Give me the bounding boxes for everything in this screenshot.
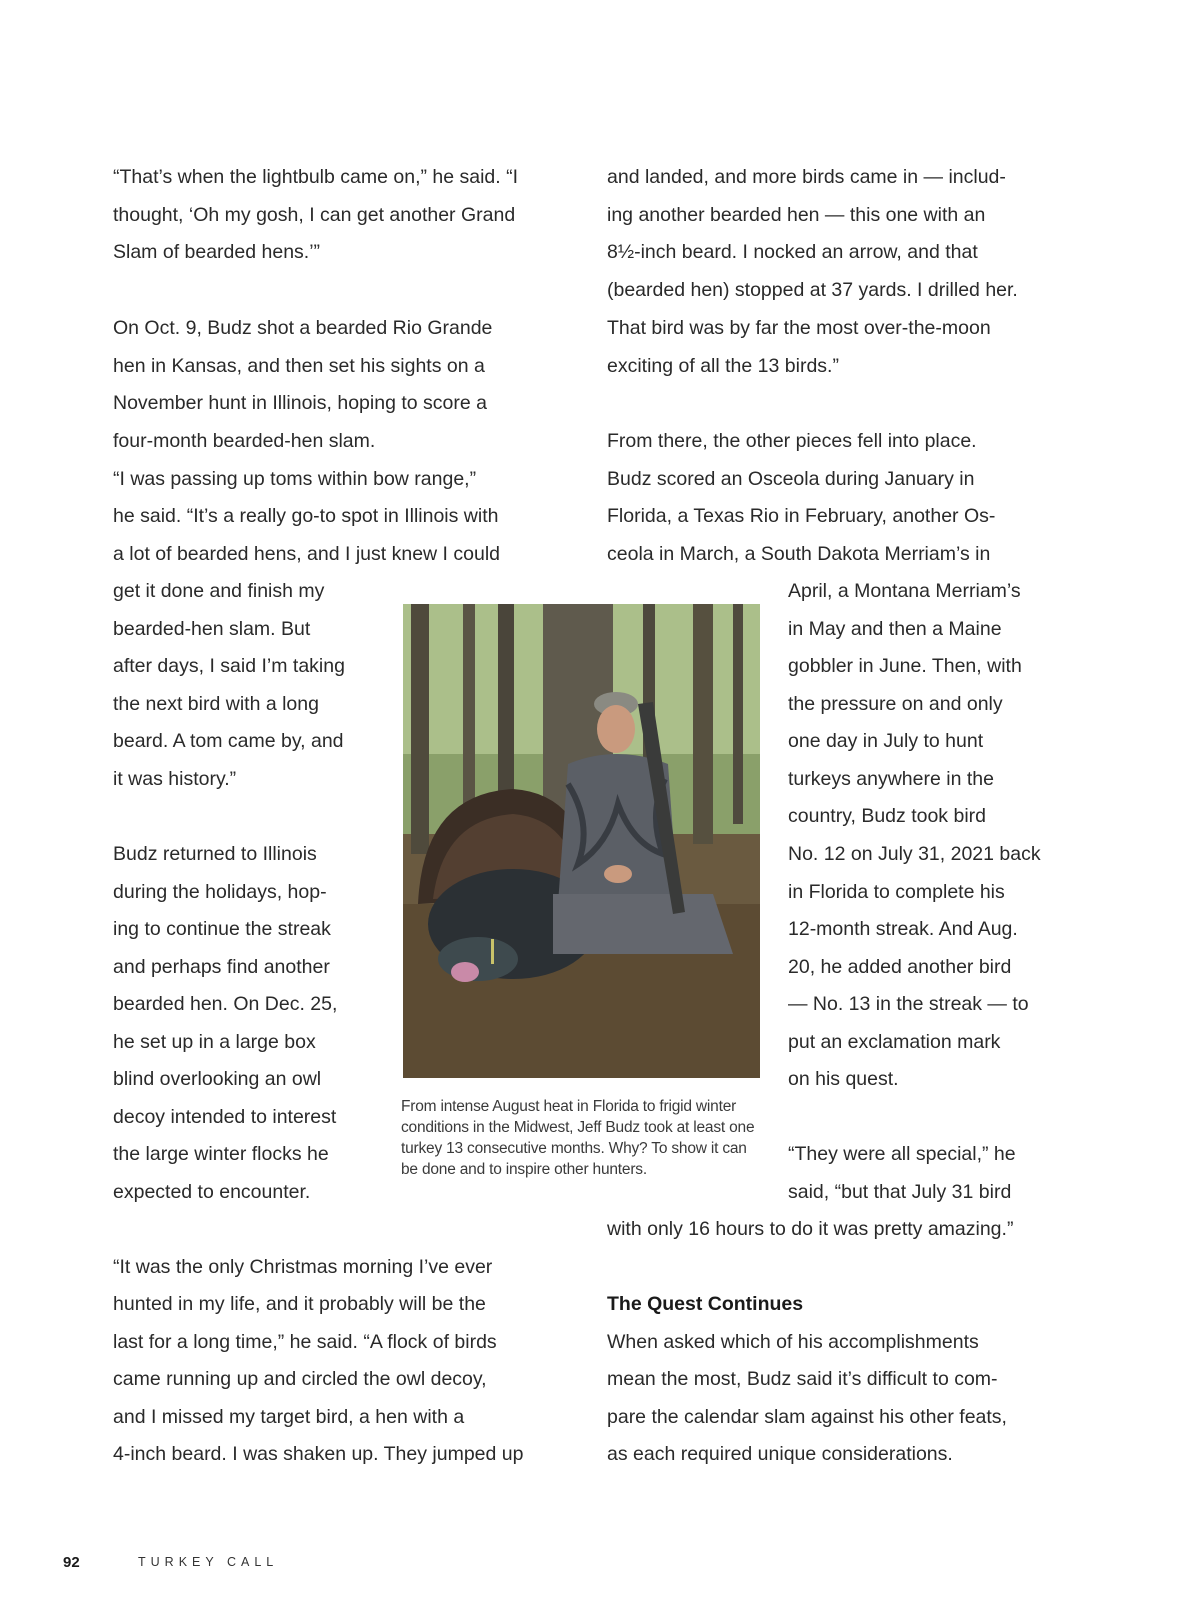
magazine-name: TURKEY CALL xyxy=(138,1555,279,1569)
left-body-text-line: Slam of bearded hens.’” xyxy=(113,241,321,263)
left-body-text-line: bearded-hen slam. But xyxy=(113,618,311,640)
left-body-text-line: last for a long time,” he said. “A flock of birds xyxy=(113,1331,497,1353)
hunter-camo-pants xyxy=(553,894,733,954)
right-body-text-line: — No. 13 in the streak — to xyxy=(788,993,1029,1015)
turkey-head xyxy=(451,962,479,982)
right-body-text-line: country, Budz took bird xyxy=(788,805,986,827)
hunter-with-turkey-photo xyxy=(403,604,760,1078)
left-body-text-line: “I was passing up toms within bow range,” xyxy=(113,468,477,490)
right-body-text-line: one day in July to hunt xyxy=(788,730,984,752)
right-body-text-line: on his quest. xyxy=(788,1068,899,1090)
right-body-text-line: 20, he added another bird xyxy=(788,956,1012,978)
right-body-text-line: 8½-inch beard. I nocked an arrow, and that xyxy=(607,241,978,263)
right-body-text-line: gobbler in June. Then, with xyxy=(788,655,1022,677)
left-body-text-line: came running up and circled the owl decoy, xyxy=(113,1368,487,1390)
right-body-text-line: the pressure on and only xyxy=(788,693,1003,715)
left-body-text-line: he said. “It’s a really go-to spot in Illinois with xyxy=(113,505,499,527)
left-body-text-line: and I missed my target bird, a hen with a xyxy=(113,1406,465,1428)
right-body-text-line: exciting of all the 13 birds.” xyxy=(607,355,839,377)
left-body-text-line: blind overlooking an owl xyxy=(113,1068,322,1090)
right-body-text-line: mean the most, Budz said it’s difficult to com- xyxy=(607,1368,998,1390)
left-body-text-line: four-month bearded-hen slam. xyxy=(113,430,376,452)
left-body-text-line: hen in Kansas, and then set his sights on a xyxy=(113,355,485,377)
hunter-hand xyxy=(604,865,632,883)
left-body-text-line: thought, ‘Oh my gosh, I can get another Grand xyxy=(113,204,516,226)
right-body-text-line: and landed, and more birds came in — includ- xyxy=(607,166,1006,188)
turkey-beard xyxy=(491,939,494,964)
right-body-text-line: turkeys anywhere in the xyxy=(788,768,994,790)
right-body-text-line: in Florida to complete his xyxy=(788,881,1005,903)
left-body-text-line: during the holidays, hop- xyxy=(113,881,327,903)
hunter-face xyxy=(597,705,635,753)
right-body-text-line: No. 12 on July 31, 2021 back xyxy=(788,843,1041,865)
left-body-text-line: beard. A tom came by, and xyxy=(113,730,344,752)
tree-trunk xyxy=(411,604,429,854)
right-body-text-line: “They were all special,” he xyxy=(788,1143,1016,1165)
left-body-text-line: he set up in a large box xyxy=(113,1031,316,1053)
left-body-text-line: get it done and finish my xyxy=(113,580,325,602)
page-number: 92 xyxy=(63,1554,80,1571)
left-body-text-line: expected to encounter. xyxy=(113,1181,311,1203)
right-body-text-line: Budz scored an Osceola during January in xyxy=(607,468,975,490)
left-body-text-line: the next bird with a long xyxy=(113,693,319,715)
left-body-text-line: “It was the only Christmas morning I’ve ever xyxy=(113,1256,493,1278)
left-body-text-line: and perhaps find another xyxy=(113,956,330,978)
right-body-text-line: From there, the other pieces fell into place. xyxy=(607,430,977,452)
right-body-text-line: Florida, a Texas Rio in February, another Os- xyxy=(607,505,996,527)
right-body-text-line: pare the calendar slam against his other feats, xyxy=(607,1406,1007,1428)
section-heading: The Quest Continues xyxy=(607,1293,804,1315)
right-body-text-line: (bearded hen) stopped at 37 yards. I drilled her. xyxy=(607,279,1018,301)
photo-caption: From intense August heat in Florida to frigid winter conditions in the Midwest, Jeff Budz took at least one turkey 13 consecutive months. Why? To show it can be done and to inspire other hunters. xyxy=(401,1098,755,1178)
right-body-text-line: put an exclamation mark xyxy=(788,1031,1001,1053)
left-body-text-line: On Oct. 9, Budz shot a bearded Rio Grande xyxy=(113,317,493,339)
left-body-text-line: ing to continue the streak xyxy=(113,918,331,940)
right-body-text-line: in May and then a Maine xyxy=(788,618,1002,640)
left-body-text-line: bearded hen. On Dec. 25, xyxy=(113,993,338,1015)
right-body-text-line: When asked which of his accomplishments xyxy=(607,1331,979,1353)
left-body-text-line: decoy intended to interest xyxy=(113,1106,337,1128)
right-body-text-line: That bird was by far the most over-the-moon xyxy=(607,317,991,339)
right-body-text-line: ceola in March, a South Dakota Merriam’s in xyxy=(607,543,991,565)
right-body-text-line: with only 16 hours to do it was pretty amazing.” xyxy=(607,1218,1014,1240)
left-body-text-line: Budz returned to Illinois xyxy=(113,843,317,865)
right-body-text-line: 12-month streak. And Aug. xyxy=(788,918,1018,940)
left-body-text-line: after days, I said I’m taking xyxy=(113,655,345,677)
right-body-text-line: ing another bearded hen — this one with an xyxy=(607,204,986,226)
tree-trunk xyxy=(733,604,743,824)
left-body-text-line: 4-inch beard. I was shaken up. They jumped up xyxy=(113,1443,524,1465)
left-body-text-line: November hunt in Illinois, hoping to score a xyxy=(113,392,487,414)
photo-illustration xyxy=(403,604,760,1078)
left-body-text-line: a lot of bearded hens, and I just knew I could xyxy=(113,543,501,565)
left-body-text-line: the large winter flocks he xyxy=(113,1143,329,1165)
left-body-text-line: it was history.” xyxy=(113,768,237,790)
right-body-text-line: April, a Montana Merriam’s xyxy=(788,580,1021,602)
right-body-text-line: as each required unique considerations. xyxy=(607,1443,953,1465)
right-body-text-line: said, “but that July 31 bird xyxy=(788,1181,1012,1203)
tree-trunk xyxy=(693,604,713,844)
left-body-text-line: “That’s when the lightbulb came on,” he said. “I xyxy=(113,166,519,188)
left-body-text-line: hunted in my life, and it probably will be the xyxy=(113,1293,486,1315)
